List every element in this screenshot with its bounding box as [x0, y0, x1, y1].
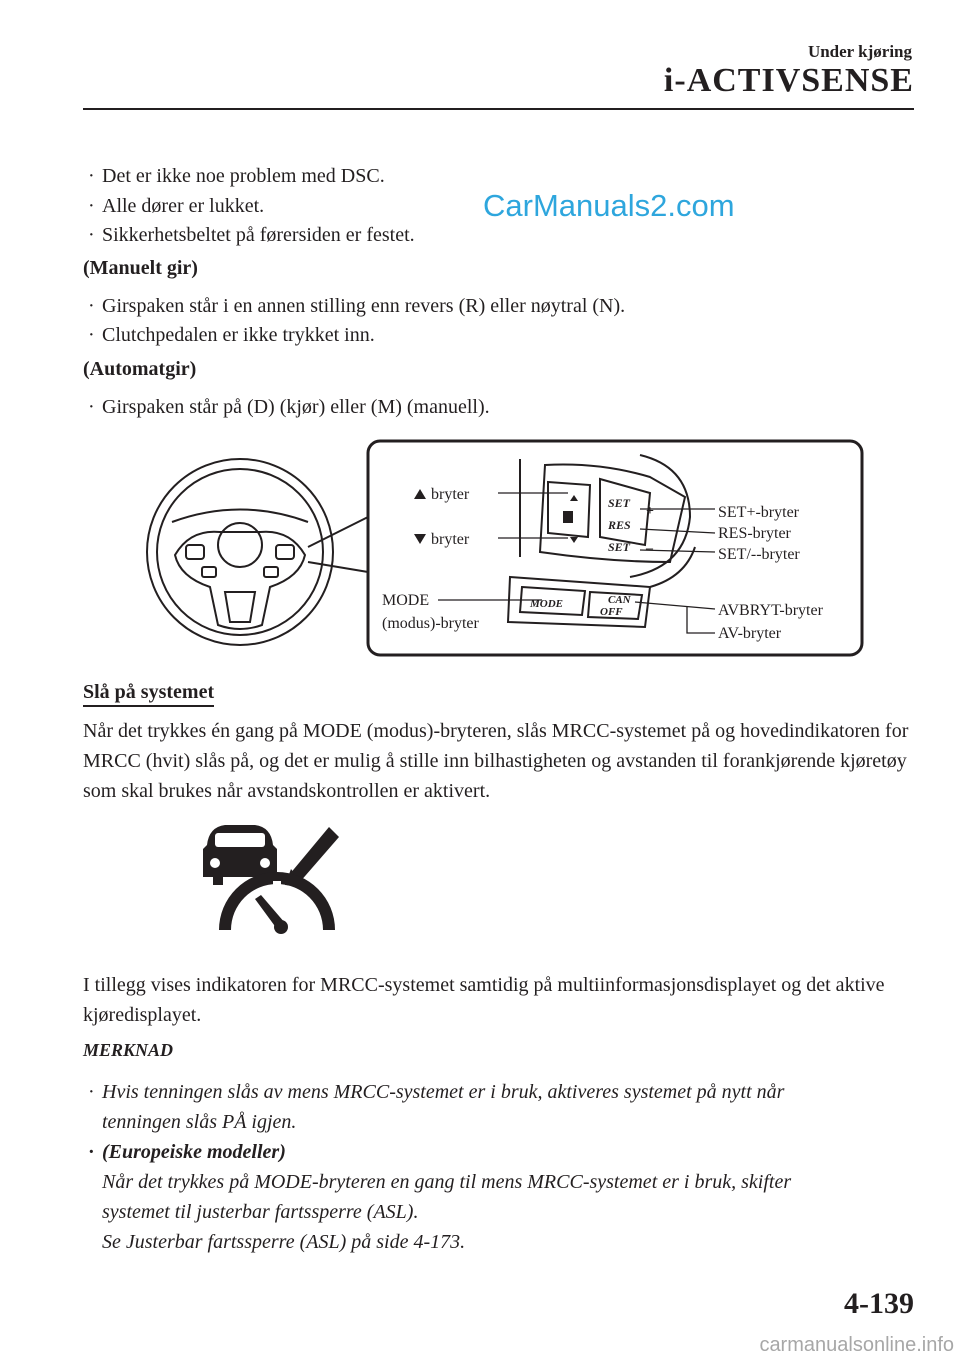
button-set-plus: SET: [608, 496, 631, 510]
note-item-cont: Når det trykkes på MODE-bryteren en gang til mens MRCC-systemet er i bruk, skifter: [102, 1171, 792, 1193]
label-cancel: AVBRYT-bryter: [718, 602, 823, 619]
note-item-cont: Se Justerbar fartssperre (ASL) på side 4-173.: [102, 1231, 466, 1253]
label-down-switch: bryter: [431, 531, 470, 548]
button-can: CAN: [608, 594, 631, 606]
manual-heading: (Manuelt gir): [83, 257, 198, 279]
note-title: MERKNAD: [83, 1040, 174, 1060]
list-item: · Girspaken står på (D) (kjør) eller (M) (manuell).: [88, 396, 490, 418]
button-mode: MODE: [530, 598, 564, 610]
label-set-plus: SET+-bryter: [718, 504, 799, 521]
chapter-title: i-ACTIVSENSE: [663, 62, 914, 99]
mrcc-indicator-icon: [197, 815, 347, 940]
button-set-minus: SET: [608, 540, 631, 554]
steering-wheel-diagram: [130, 437, 870, 662]
leader-line: [687, 607, 715, 633]
list-item: · Sikkerhetsbeltet på førersiden er festet.: [88, 224, 415, 246]
button-res: RES: [608, 518, 631, 532]
minus-sign: –: [646, 541, 653, 556]
automatic-heading: (Automatgir): [83, 358, 197, 380]
paragraph: I tillegg vises indikatoren for MRCC-systemet samtidig på multiinformasjonsdisplayet og det aktive kjøredisplayet.: [83, 974, 885, 1026]
down-triangle-icon: [414, 534, 426, 544]
label-res: RES-bryter: [718, 525, 791, 542]
steering-wheel-illustration: [147, 459, 333, 645]
label-mode-sub: (modus)-bryter: [382, 615, 479, 632]
plus-sign: +: [646, 504, 654, 519]
header-rule: [83, 108, 914, 110]
switch-up-arrow-icon: [570, 495, 578, 501]
section-title: Under kjøring: [807, 42, 912, 61]
section-heading: Slå på systemet: [83, 681, 214, 707]
label-up-switch: bryter: [431, 486, 470, 503]
distance-icon: [563, 511, 573, 523]
list-item: · Det er ikke noe problem med DSC.: [88, 165, 385, 187]
label-off: AV-bryter: [718, 625, 782, 642]
note-item: · Hvis tenningen slås av mens MRCC-systemet er i bruk, aktiveres systemet på nytt når: [88, 1081, 785, 1103]
switch-down-arrow-icon: [570, 537, 578, 543]
callout-line: [308, 562, 368, 572]
button-off: OFF: [600, 606, 623, 618]
note-item-cont: systemet til justerbar fartssperre (ASL).: [102, 1201, 419, 1223]
note-item-cont: tenningen slås PÅ igjen.: [102, 1111, 297, 1133]
list-item: · Clutchpedalen er ikke trykket inn.: [88, 324, 375, 346]
paragraph: Når det trykkes én gang på MODE (modus)-bryteren, slås MRCC-systemet på og hovedindikatoren for MRCC (hvit) slås på, og det er mulig å stille inn bilhastigheten og avstanden til forankjørende kjøretøy som skal brukes når avstandskontrollen er aktivert.: [83, 720, 909, 802]
list-item: · Alle dører er lukket.: [88, 195, 265, 217]
page-number: 4-139: [844, 1287, 914, 1320]
label-set-minus: SET/--bryter: [718, 546, 800, 563]
up-triangle-icon: [414, 489, 426, 499]
label-mode: MODE: [382, 592, 430, 609]
note-item: · (Europeiske modeller): [88, 1141, 286, 1163]
list-item: · Girspaken står i en annen stilling enn revers (R) eller nøytral (N).: [88, 295, 626, 317]
watermark: CarManuals2.com: [483, 188, 735, 223]
footer-watermark: carmanualsonline.info: [759, 1334, 954, 1356]
